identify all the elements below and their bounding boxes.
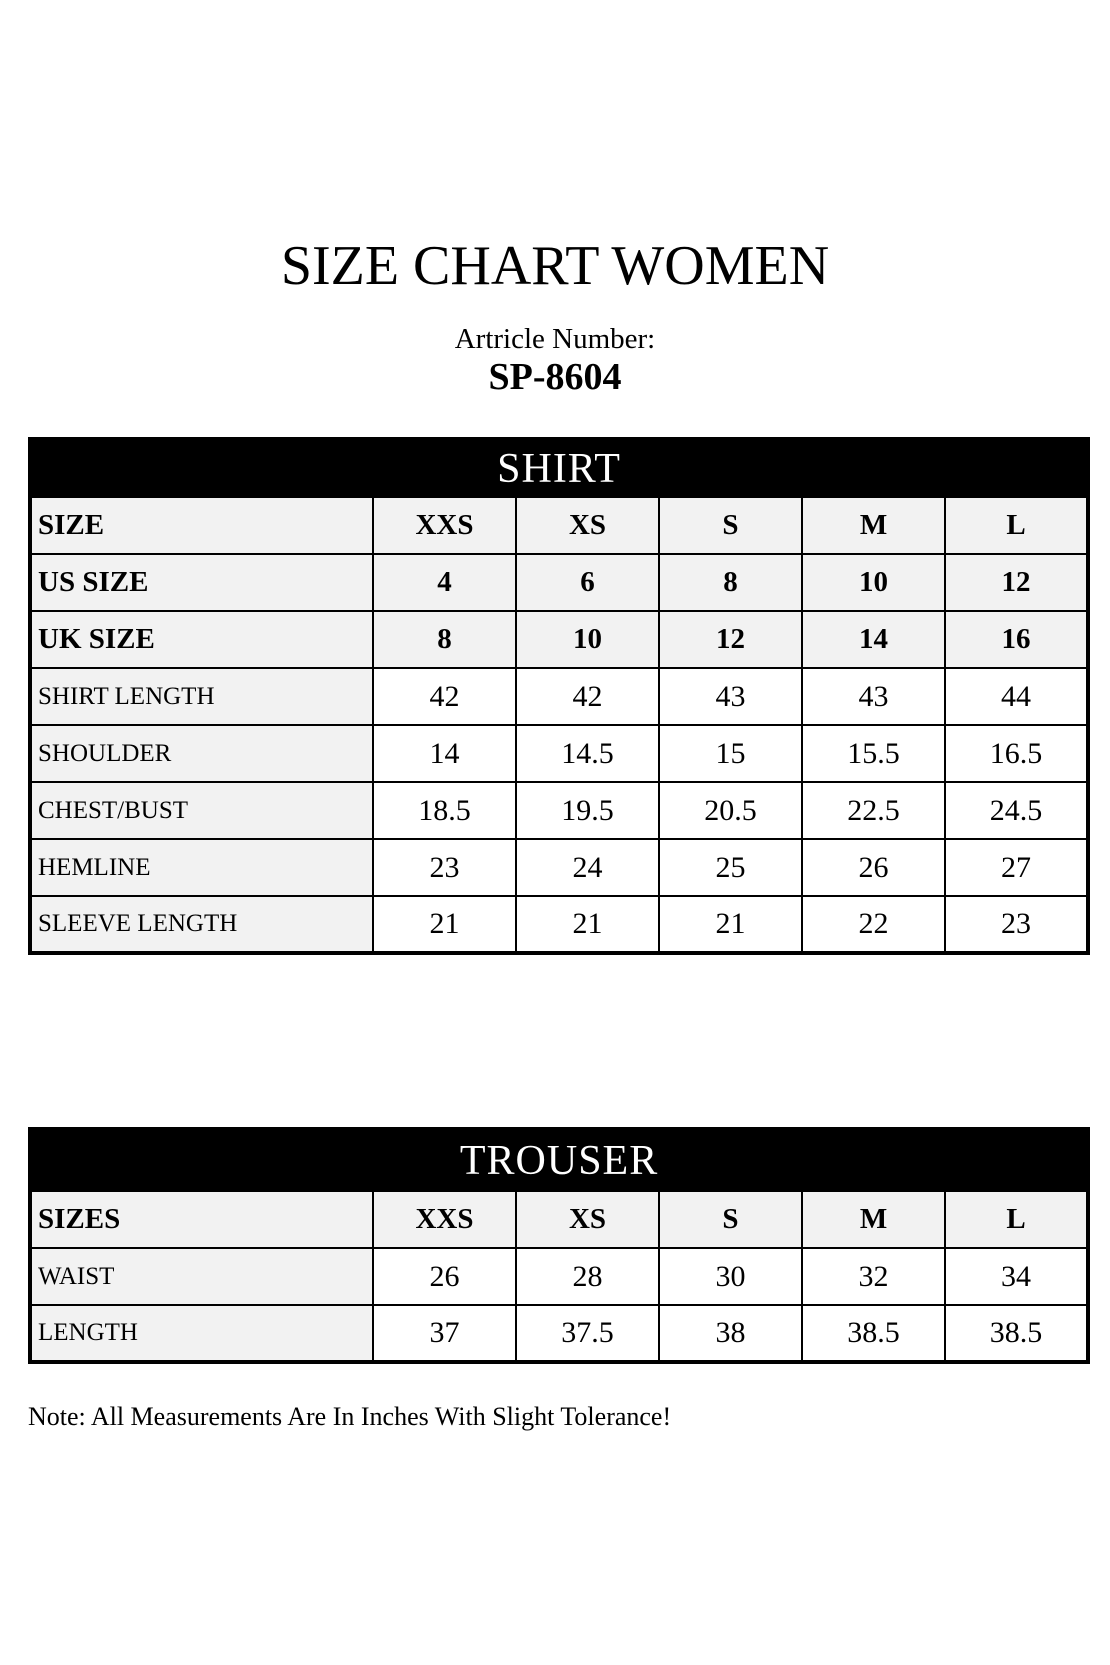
value-cell: 32 (802, 1248, 945, 1305)
value-cell: 20.5 (659, 782, 802, 839)
value-cell: 14 (373, 725, 516, 782)
article-number-value: SP-8604 (488, 356, 622, 398)
value-cell: 4 (373, 554, 516, 611)
value-cell: M (802, 497, 945, 554)
shirt-table-title: SHIRT (30, 439, 1088, 497)
value-cell: 43 (659, 668, 802, 725)
value-cell: 18.5 (373, 782, 516, 839)
row-label: US SIZE (30, 554, 373, 611)
value-cell: 21 (659, 896, 802, 953)
row-label: CHEST/BUST (30, 782, 373, 839)
shirt-table-title-row (30, 439, 1088, 497)
value-cell: 10 (802, 554, 945, 611)
row-label: LENGTH (30, 1305, 373, 1362)
page-title: SIZE CHART WOMEN (280, 235, 830, 297)
value-cell: 28 (516, 1248, 659, 1305)
value-cell: 23 (945, 896, 1088, 953)
value-cell: 10 (516, 611, 659, 668)
table-row (30, 839, 1088, 896)
table-row (30, 1305, 1088, 1362)
value-cell: 19.5 (516, 782, 659, 839)
value-cell: 22.5 (802, 782, 945, 839)
value-cell: 22 (802, 896, 945, 953)
article-number-label: Artricle Number: (454, 323, 656, 355)
value-cell: 8 (659, 554, 802, 611)
trouser-table-title: TROUSER (30, 1129, 1088, 1191)
table-row (30, 668, 1088, 725)
value-cell: 37 (373, 1305, 516, 1362)
row-label: WAIST (30, 1248, 373, 1305)
value-cell: 21 (516, 896, 659, 953)
value-cell: 42 (373, 668, 516, 725)
value-cell: 43 (802, 668, 945, 725)
value-cell: 24.5 (945, 782, 1088, 839)
value-cell: 38 (659, 1305, 802, 1362)
value-cell: 26 (373, 1248, 516, 1305)
row-label: SIZES (30, 1191, 373, 1248)
value-cell: 38.5 (802, 1305, 945, 1362)
value-cell: 16 (945, 611, 1088, 668)
row-label: SHOULDER (30, 725, 373, 782)
measurement-note: Note: All Measurements Are In Inches With Slight Tolerance! (28, 1402, 672, 1431)
value-cell: 26 (802, 839, 945, 896)
row-label: SLEEVE LENGTH (30, 896, 373, 953)
shirt-size-table (28, 437, 1090, 955)
value-cell: L (945, 1191, 1088, 1248)
trouser-table-title-row (30, 1129, 1088, 1191)
table-row (30, 554, 1088, 611)
row-label: SIZE (30, 497, 373, 554)
value-cell: 34 (945, 1248, 1088, 1305)
value-cell: 25 (659, 839, 802, 896)
value-cell: 44 (945, 668, 1088, 725)
value-cell: 14.5 (516, 725, 659, 782)
value-cell: 8 (373, 611, 516, 668)
value-cell: 14 (802, 611, 945, 668)
row-label: UK SIZE (30, 611, 373, 668)
row-label: SHIRT LENGTH (30, 668, 373, 725)
value-cell: 12 (945, 554, 1088, 611)
value-cell: 42 (516, 668, 659, 725)
row-label: HEMLINE (30, 839, 373, 896)
table-row (30, 611, 1088, 668)
value-cell: 21 (373, 896, 516, 953)
value-cell: 15 (659, 725, 802, 782)
value-cell: M (802, 1191, 945, 1248)
value-cell: 30 (659, 1248, 802, 1305)
table-row (30, 497, 1088, 554)
value-cell: 16.5 (945, 725, 1088, 782)
value-cell: L (945, 497, 1088, 554)
value-cell: XS (516, 497, 659, 554)
table-row (30, 725, 1088, 782)
value-cell: S (659, 497, 802, 554)
table-row (30, 896, 1088, 953)
value-cell: 6 (516, 554, 659, 611)
value-cell: 38.5 (945, 1305, 1088, 1362)
value-cell: S (659, 1191, 802, 1248)
value-cell: 27 (945, 839, 1088, 896)
value-cell: 15.5 (802, 725, 945, 782)
value-cell: 12 (659, 611, 802, 668)
value-cell: 37.5 (516, 1305, 659, 1362)
table-row (30, 1191, 1088, 1248)
value-cell: XS (516, 1191, 659, 1248)
value-cell: 24 (516, 839, 659, 896)
value-cell: 23 (373, 839, 516, 896)
trouser-size-table (28, 1127, 1090, 1364)
value-cell: XXS (373, 497, 516, 554)
table-row (30, 782, 1088, 839)
value-cell: XXS (373, 1191, 516, 1248)
table-row (30, 1248, 1088, 1305)
